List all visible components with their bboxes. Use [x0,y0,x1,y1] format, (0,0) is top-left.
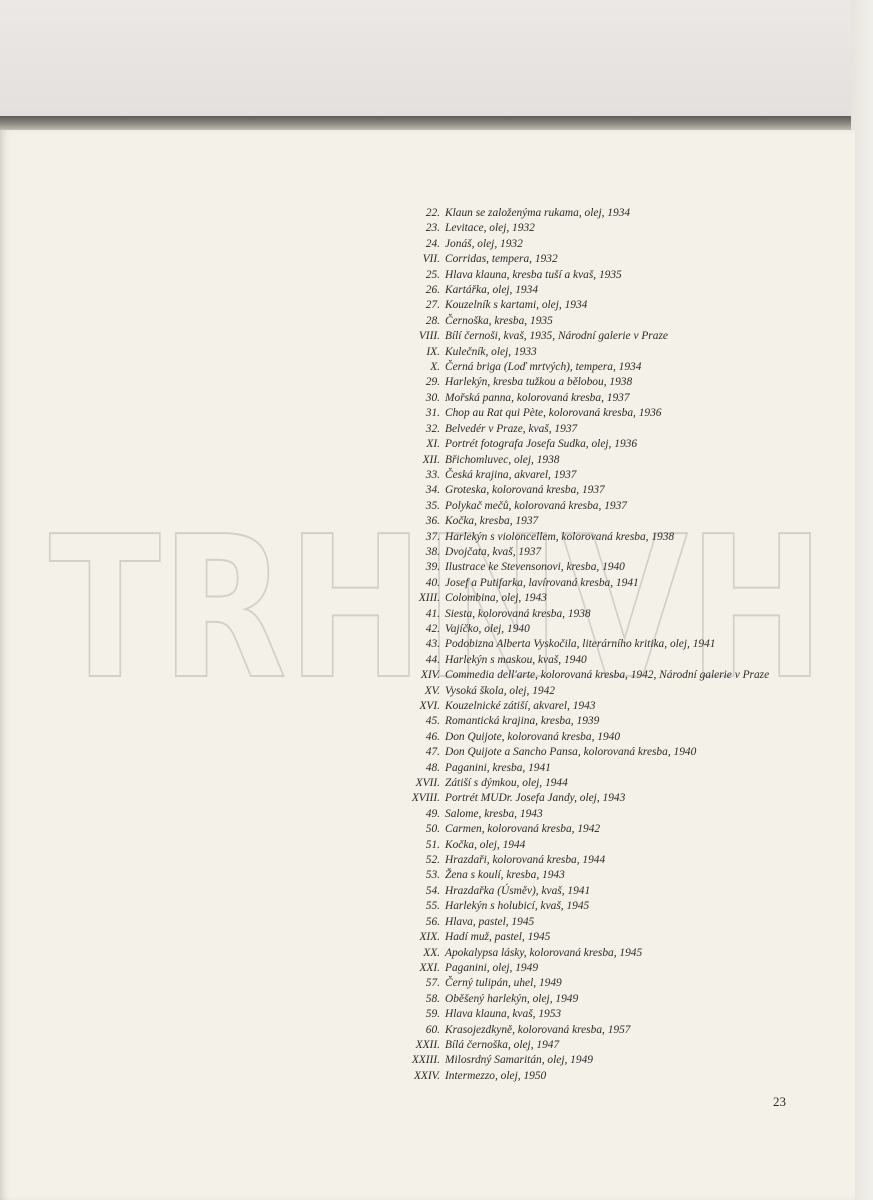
plate-title: Klaun se založenýma rukama, olej, 1934 [445,207,631,219]
plate-number: 40. [425,576,440,589]
plate-title: Krasojezdkyně, kolorovaná kresba, 1957 [445,1023,631,1036]
plate-number: 42. [425,622,440,635]
plate-number: 58. [425,992,440,1005]
plate-title: Česká krajina, akvarel, 1937 [445,468,577,481]
plate-title: Bílí černoši, kvaš, 1935, Národní galerie v Praze [445,330,668,343]
plate-number: 29. [425,376,440,389]
plate-title: Podobizna Alberta Vyskočila, literárního kritika, olej, 1941 [445,638,716,651]
plate-number: 43. [425,638,440,651]
plate-number: XVII. [415,777,440,790]
plate-title: Harlekýn s holubicí, kvaš, 1945 [445,900,590,913]
plate-title: Portrét fotografa Josefa Sudka, olej, 1936 [445,438,638,451]
list-item [388,422,828,437]
plate-number: 27. [425,299,440,312]
list-item [388,822,828,837]
plate-title: Josef a Putifarka, lavírovaná kresba, 1941 [445,576,639,589]
list-item [388,1053,828,1068]
plate-number: XI. [426,438,440,451]
list-item [388,530,828,545]
list-item [388,776,828,791]
list-item [388,992,828,1007]
plate-number: 46. [425,730,440,743]
plate-title: Harlekýn s violoncellem, kolorovaná kresba, 1938 [445,530,675,543]
plate-number: 38. [425,545,440,558]
list-item [388,730,828,745]
plate-title: Mořská panna, kolorovaná kresba, 1937 [445,391,630,404]
plate-title: Paganini, kresba, 1941 [445,761,551,774]
plate-number: XV. [424,684,440,697]
plate-number: 32. [425,422,440,435]
plate-title: Jonáš, olej, 1932 [445,237,523,250]
list-item [388,453,828,468]
plate-number: XIX. [419,931,440,944]
list-item [388,391,828,406]
plate-title: Zátiší s dýmkou, olej, 1944 [445,777,568,790]
list-item [388,761,828,776]
plate-title: Romantická krajina, kresba, 1939 [445,715,600,728]
plate-number: X. [430,361,440,374]
plate-number: 26. [425,284,440,297]
plate-title: Bílá černoška, olej, 1947 [445,1038,560,1051]
plate-title: Portrét MUDr. Josefa Jandy, olej, 1943 [445,792,626,805]
list-item [388,853,828,868]
list-item [388,329,828,344]
list-item [388,406,828,421]
plate-title: Don Quijote a Sancho Pansa, kolorovaná kresba, 1940 [445,746,697,759]
list-item [388,591,828,606]
plate-title: Oběšený harlekýn, olej, 1949 [445,992,579,1005]
plate-title: Hlava klauna, kresba tuší a kvaš, 1935 [445,268,622,281]
list-item [388,807,828,822]
plate-title: Commedia dell'arte, kolorovaná kresba, 1942, Národní galerie v Praze [445,669,770,682]
list-item [388,360,828,375]
plate-number: 55. [425,900,440,913]
plate-title: Černý tulipán, uhel, 1949 [445,977,562,990]
plate-title: Colombina, olej, 1943 [445,592,547,605]
list-item [388,283,828,298]
plate-title: Hlava klauna, kvaš, 1953 [445,1008,562,1021]
plate-number: 52. [425,854,440,867]
plate-title: Carmen, kolorovaná kresba, 1942 [445,823,601,836]
plate-title: Paganini, olej, 1949 [445,961,539,974]
plate-title: Hrazdařka (Úsměv), kvaš, 1941 [445,884,591,897]
plate-number: 22. [425,207,440,219]
plate-title: Hlava, pastel, 1945 [445,915,535,928]
list-item [388,915,828,930]
plate-title: Vysoká škola, olej, 1942 [445,684,555,697]
list-item [388,961,828,976]
list-item [388,714,828,729]
plate-number: XXIII. [411,1054,440,1067]
list-item [388,668,828,683]
plate-number: 59. [425,1008,440,1021]
list-item [388,268,828,283]
list-item [388,1038,828,1053]
plate-title: Hadí muž, pastel, 1945 [445,931,551,944]
page-number: 23 [773,1094,786,1109]
watermark-text: TRHNVH [49,495,825,723]
plate-number: IX. [426,345,440,358]
list-item [388,699,828,714]
plate-title: Kočka, olej, 1944 [445,838,526,851]
list-item [388,221,828,236]
plate-number: XXII. [415,1038,440,1051]
plate-title: Vajíčko, olej, 1940 [445,622,530,635]
list-item [388,653,828,668]
list-item [388,868,828,883]
list-item [388,499,828,514]
list-item [388,684,828,699]
list-item [388,884,828,899]
plate-number: 33. [425,468,440,481]
list-item [388,345,828,360]
plate-title: Groteska, kolorovaná kresba, 1937 [445,484,605,497]
plate-title: Harlekýn s maskou, kvaš, 1940 [445,653,587,666]
plate-number: XIII. [418,592,440,605]
plate-number: VII. [422,253,440,266]
plate-number: 37. [425,530,440,543]
plate-title: Břichomluvec, olej, 1938 [445,453,560,466]
plate-number: 41. [425,607,440,620]
list-item [388,514,828,529]
plate-number: 23. [425,222,440,235]
background-strip [0,0,873,118]
plate-number: 34. [425,484,440,497]
plate-number: XIV. [420,669,440,682]
plate-number: XXIV. [413,1069,440,1082]
plate-list [388,206,828,1084]
list-item [388,899,828,914]
list-item [388,745,828,760]
plate-number: 31. [425,407,440,420]
plate-title: Corridas, tempera, 1932 [445,253,558,266]
list-item [388,375,828,390]
plate-title: Kouzelnické zátiší, akvarel, 1943 [445,700,596,712]
plate-number: 39. [425,561,440,574]
plate-title: Černoška, kresba, 1935 [445,314,553,327]
plate-number: XVIII. [411,792,440,805]
list-item [388,237,828,252]
plate-number: 49. [425,807,440,820]
list-item [388,314,828,329]
plate-number: 45. [425,715,440,728]
plate-number: VIII. [418,330,440,343]
list-item [388,545,828,560]
list-item [388,468,828,483]
plate-title: Černá briga (Loď mrtvých), tempera, 1934 [445,361,642,374]
plate-title: Ilustrace ke Stevensonovi, kresba, 1940 [445,561,625,574]
plate-number: 25. [425,268,440,281]
plate-title: Apokalypsa lásky, kolorovaná kresba, 1945 [445,946,643,959]
plate-number: 47. [425,746,440,759]
plate-number: 30. [425,391,440,404]
plate-number: 51. [425,838,440,851]
list-item [388,206,828,221]
plate-title: Kočka, kresba, 1937 [445,515,539,528]
plate-number: 56. [425,915,440,928]
plate-number: 24. [425,237,440,250]
plate-number: XVI. [419,700,440,712]
list-item [388,483,828,498]
list-item [388,252,828,267]
plate-title: Polykač mečů, kolorovaná kresba, 1937 [445,499,627,512]
plate-title: Kulečník, olej, 1933 [445,345,537,358]
plate-number: 60. [425,1023,440,1036]
plate-number: 57. [425,977,440,990]
plate-number: 48. [425,761,440,774]
plate-title: Don Quijote, kolorovaná kresba, 1940 [445,730,621,743]
list-item [388,637,828,652]
plate-title: Žena s koulí, kresba, 1943 [445,869,565,882]
plate-title: Belvedér v Praze, kvaš, 1937 [445,422,578,435]
list-item [388,298,828,313]
list-item [388,560,828,575]
plate-title: Milosrdný Samaritán, olej, 1949 [445,1054,593,1067]
plate-title: Siesta, kolorovaná kresba, 1938 [445,607,591,620]
plate-number: XX. [423,946,440,959]
plate-number: 28. [425,314,440,327]
list-item [388,1007,828,1022]
list-item [388,1069,828,1084]
list-item [388,946,828,961]
list-item [388,791,828,806]
plate-title: Levitace, olej, 1932 [445,222,535,235]
plate-number: 35. [425,499,440,512]
plate-title: Chop au Rat qui Pète, kolorovaná kresba, 1936 [445,407,662,420]
list-item [388,576,828,591]
plate-title: Salome, kresba, 1943 [445,807,543,820]
list-item [388,607,828,622]
plate-title: Dvojčata, kvaš, 1937 [445,545,542,558]
plate-number: 54. [425,884,440,897]
plate-title: Kouzelník s kartami, olej, 1934 [445,299,588,312]
plate-number: 36. [425,515,440,528]
plate-title: Intermezzo, olej, 1950 [445,1069,547,1082]
list-item [388,1023,828,1038]
plate-number: 50. [425,823,440,836]
plate-number: 44. [425,653,440,666]
plate-title: Hrazdaři, kolorovaná kresba, 1944 [445,854,606,867]
list-item [388,976,828,991]
plate-title: Kartářka, olej, 1934 [445,284,539,297]
list-item [388,437,828,452]
plate-number: 53. [425,869,440,882]
list-item [388,930,828,945]
plate-title: Harlekýn, kresba tužkou a bělobou, 1938 [445,376,633,389]
plate-number: XII. [422,453,440,466]
list-item [388,838,828,853]
plate-number: XXI. [419,961,440,974]
list-item [388,622,828,637]
